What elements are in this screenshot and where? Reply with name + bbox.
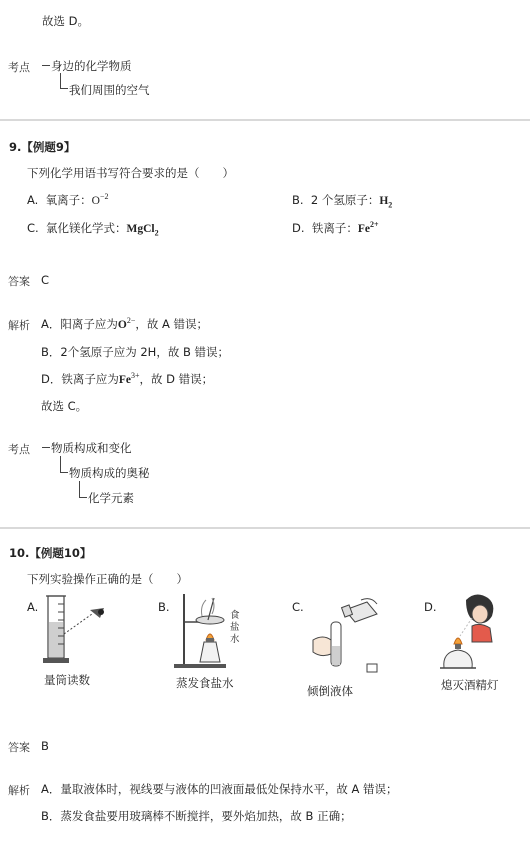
q9-kaodian-child: 物质构成的奥秘: [69, 466, 150, 480]
q10-stem: 下列实验操作正确的是（ ）: [27, 572, 188, 586]
q10-number: 10.: [9, 546, 30, 560]
kaodian-label: 考点: [8, 61, 30, 74]
q10-option-d-label[interactable]: D.: [424, 600, 437, 614]
section-divider: [0, 119, 530, 121]
q10-option-d-caption: 熄灭酒精灯: [441, 678, 499, 692]
prev-conclusion: 故选 D。: [42, 14, 90, 28]
q10-analysis-line1: A．量取液体时，视线要与液体的凹液面最低处保持水平，故 A 错误；: [41, 782, 398, 796]
q9-option-a[interactable]: A. 氧离子：$O^{-2}$: [27, 192, 109, 207]
q9-option-d[interactable]: D. 铁离子：$Fe^{2+}$: [292, 220, 379, 235]
graduated-cylinder-figure: [40, 592, 120, 668]
q9-answer: C: [41, 273, 50, 287]
q10-option-c-label[interactable]: C.: [292, 600, 304, 614]
kaodian-tree-line: [60, 73, 68, 89]
pouring-liquid-figure: [305, 596, 385, 676]
kaodian-child: 我们周围的空气: [69, 83, 150, 97]
q10-header: [9, 545, 91, 561]
q9-kaodian-grandchild: 化学元素: [88, 491, 134, 505]
q9-header: [9, 139, 75, 155]
q9-option-b[interactable]: B. 2 个氢原子：$H_2$: [292, 193, 393, 210]
q10-option-b-side-text: 食盐水: [230, 610, 240, 645]
q9-kaodian-root: 物质构成和变化: [51, 441, 132, 455]
q9-analysis-line3: D．铁离子应为$Fe^{3+}$，故 D 错误；: [41, 371, 214, 386]
q9-number: 9.: [9, 140, 22, 154]
q10-option-a-label[interactable]: A.: [27, 600, 39, 614]
q10-option-c-caption: 倾倒液体: [307, 684, 353, 698]
alcohol-lamp-figure: [436, 592, 506, 670]
section-divider-2: [0, 527, 530, 529]
kaodian-connector: [42, 65, 50, 66]
q9-answer-label: 答案: [8, 275, 30, 288]
q9-stem: 下列化学用语书写符合要求的是（ ）: [27, 166, 234, 180]
kaodian-root: 身边的化学物质: [51, 59, 132, 73]
q10-analysis-label: 解析: [8, 784, 30, 797]
q10-title: 【例题10】: [29, 546, 92, 560]
q9-analysis-line2: B．2个氢原子应为 2H，故 B 错误；: [41, 345, 230, 359]
q9-kaodian-connector: [42, 447, 50, 448]
q9-kaodian-tree-line-1: [60, 456, 61, 473]
q10-answer-label: 答案: [8, 741, 30, 754]
q9-analysis-line1: A．阳离子应为$O^{2-}$，故 A 错误；: [41, 316, 209, 331]
q9-analysis-label: 解析: [8, 319, 30, 332]
q9-analysis-line4: 故选 C。: [41, 399, 88, 413]
q10-analysis-line2: B．蒸发食盐要用玻璃棒不断搅拌，要外焰加热，故 B 正确；: [41, 809, 352, 823]
q9-kaodian-label: 考点: [8, 443, 30, 456]
q9-kaodian-tree-line-2: [79, 481, 87, 498]
q9-kaodian-tree-line-1b: [60, 472, 68, 473]
q9-option-c[interactable]: C. 氯化镁化学式：MgCl$_2$: [27, 221, 159, 238]
q9-title: 【例题9】: [21, 140, 76, 154]
q10-option-b-label[interactable]: B.: [158, 600, 170, 614]
q10-answer: B: [41, 739, 49, 753]
q10-option-b-caption: 蒸发食盐水: [176, 676, 234, 690]
evaporation-figure: [172, 592, 232, 670]
q10-option-a-caption: 量筒读数: [44, 673, 90, 687]
